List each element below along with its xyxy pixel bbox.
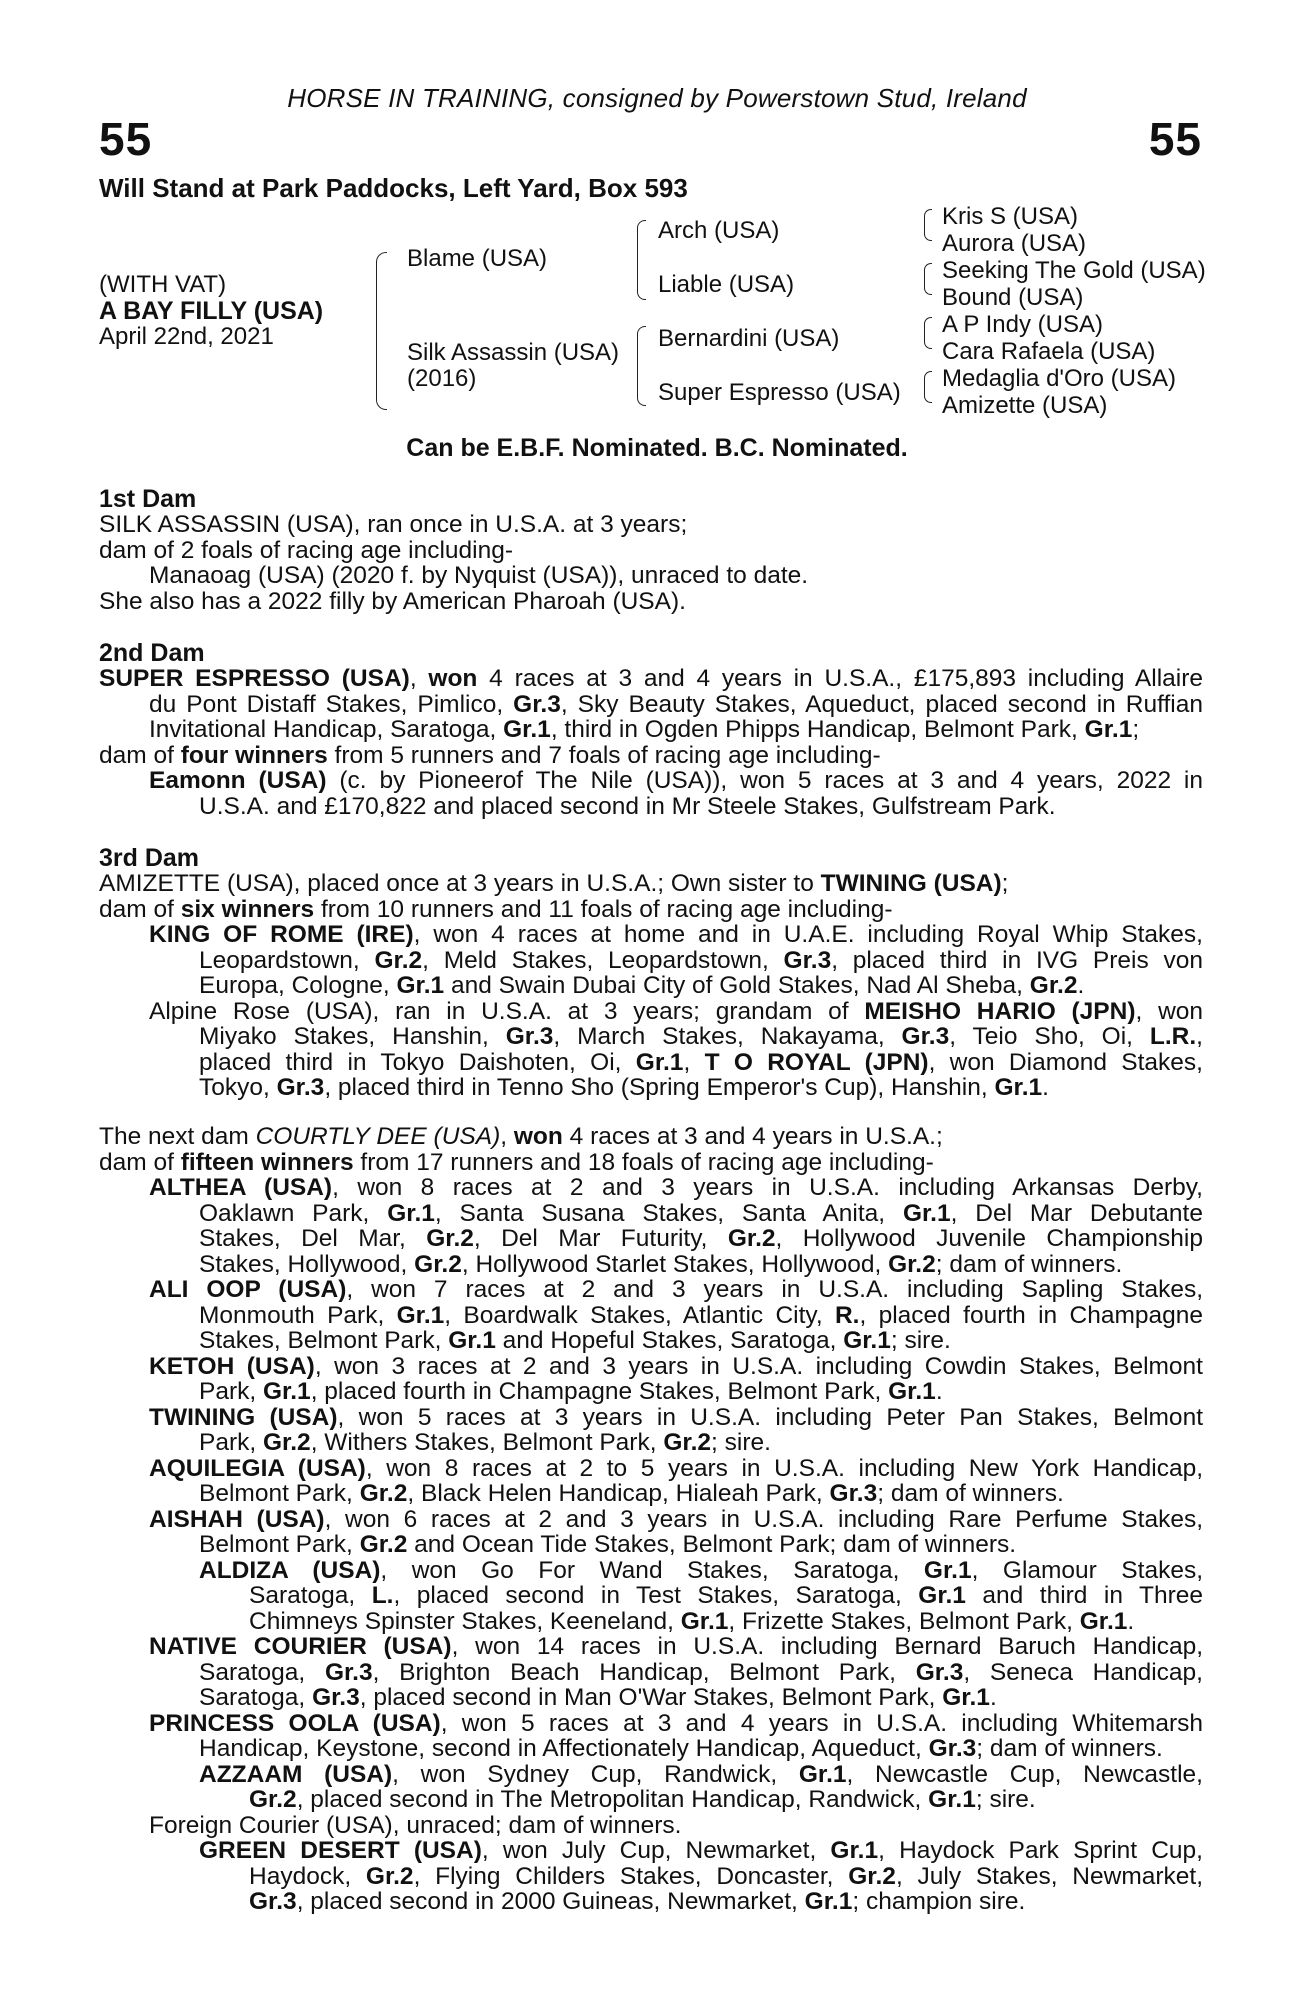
text: Belmont Park,	[199, 1481, 360, 1507]
text: , won 14 races in U.S.A. including Bernard Baruch Handicap,	[451, 1634, 1203, 1660]
foaling-date: April 22nd, 2021	[99, 323, 274, 350]
progeny-entry	[99, 1507, 1203, 1533]
sire-sire: Arch (USA)	[658, 217, 780, 244]
grade: Gr.1	[387, 1200, 435, 1226]
text: .	[1127, 1608, 1135, 1634]
next-dam-line	[99, 1150, 1203, 1176]
text: Invitational Handicap, Saratoga,	[149, 717, 504, 743]
horse-name: ALI OOP (USA)	[149, 1277, 347, 1303]
third-dam-progeny	[99, 1075, 1203, 1101]
progeny-entry	[99, 1379, 1203, 1405]
ancestor-2: Aurora (USA)	[942, 230, 1087, 257]
grade: Gr.1	[263, 1379, 311, 1405]
sire: Blame (USA)	[407, 245, 548, 272]
grade: Gr.1	[680, 1608, 729, 1634]
ancestor-7: Medaglia d'Oro (USA)	[942, 365, 1176, 392]
text: Leopardstown,	[199, 947, 375, 973]
first-dam-line: dam of 2 foals of racing age including-	[99, 537, 514, 563]
text: , won Go For Wand Stakes, Saratoga,	[380, 1557, 924, 1583]
grade: Gr.2	[249, 1787, 297, 1813]
text: , Frizette Stakes, Belmont Park,	[728, 1608, 1080, 1634]
text: , Seneca Handicap,	[963, 1659, 1203, 1685]
text: , placed fourth in Champagne	[859, 1302, 1203, 1328]
text: ,	[1196, 1024, 1203, 1050]
grade: Gr.1	[503, 717, 551, 743]
grade: Gr.1	[1084, 717, 1133, 743]
next-dam-line	[99, 1124, 1203, 1150]
horse-name: GREEN DESERT (USA)	[199, 1838, 482, 1864]
progeny-entry	[99, 1175, 1203, 1201]
sire-dam: Liable (USA)	[658, 271, 795, 298]
text: from 17 runners and 18 foals of racing age including-	[353, 1149, 934, 1175]
text: , Del Mar Futurity,	[473, 1226, 728, 1252]
text: fifteen winners	[180, 1149, 354, 1175]
text: 4 races at 3 and 4 years in U.S.A., £175,893 including Allaire	[477, 666, 1203, 692]
text: won	[428, 666, 478, 692]
text: Saratoga,	[249, 1583, 372, 1609]
grade: Gr.2	[888, 1251, 936, 1277]
third-dam-progeny	[99, 999, 1203, 1025]
text: ; sire.	[975, 1787, 1036, 1813]
ancestor-1: Kris S (USA)	[942, 203, 1079, 230]
grade: Gr.1	[923, 1557, 972, 1583]
text: (c. by Pioneerof The Nile (USA)), won 5 races at 3 and 4 years, 2022 in	[326, 768, 1203, 794]
text: Alpine Rose (USA), ran in U.S.A. at 3 years; grandam of	[149, 998, 865, 1024]
grade: Gr.1	[448, 1328, 496, 1354]
text: , Del Mar Debutante	[950, 1200, 1203, 1226]
text: Saratoga,	[199, 1685, 313, 1711]
text: , placed second in 2000 Guineas, Newmarket,	[296, 1889, 805, 1915]
progeny-entry	[99, 1762, 1203, 1788]
text: , Black Helen Handicap, Hialeah Park,	[407, 1481, 830, 1507]
grade: R.	[834, 1302, 860, 1328]
progeny-entry	[99, 1685, 1203, 1711]
first-dam-line: SILK ASSASSIN (USA), ran once in U.S.A. at 3 years;	[99, 512, 688, 538]
third-dam-progeny	[99, 973, 1203, 999]
text: , won 4 races at home and in U.A.E. including Royal Whip Stakes,	[413, 922, 1203, 948]
progeny-entry	[99, 1532, 1203, 1558]
text: Belmont Park,	[199, 1532, 360, 1558]
lot-number-left: 55	[99, 113, 153, 165]
second-dam-line	[99, 717, 1203, 743]
second-dam-section	[99, 640, 1203, 819]
grade: Gr.2	[1029, 973, 1078, 999]
second-dam-line	[99, 692, 1203, 718]
horse-name: TWINING (USA)	[149, 1404, 338, 1430]
grade: Gr.3	[915, 1659, 964, 1685]
text: , won July Cup, Newmarket,	[481, 1838, 831, 1864]
text: .	[989, 1685, 997, 1711]
first-dam-line: She also has a 2022 filly by American Pharoah (USA).	[99, 588, 686, 614]
grade: Gr.1	[635, 1049, 684, 1075]
progeny-entry	[99, 1430, 1203, 1456]
ancestor-3: Seeking The Gold (USA)	[942, 257, 1206, 284]
text: Chimneys Spinster Stakes, Keeneland,	[249, 1608, 681, 1634]
grade: Gr.3	[829, 1481, 878, 1507]
text: dam of	[99, 742, 181, 768]
text: Haydock,	[249, 1863, 366, 1889]
nomination-note: Can be E.B.F. Nominated. B.C. Nominated.	[406, 434, 908, 462]
brace-g3	[924, 317, 932, 349]
text: , Haydock Park Sprint Cup,	[878, 1838, 1203, 1864]
grade: Gr.1	[396, 1302, 445, 1328]
first-dam-section	[99, 486, 1203, 614]
grade: Gr.3	[249, 1889, 297, 1915]
text: , placed second in Man O'War Stakes, Belmont Park,	[359, 1685, 943, 1711]
grade: L.R.	[1149, 1024, 1197, 1050]
grade: Gr.3	[324, 1659, 373, 1685]
progeny-entry	[99, 1609, 1203, 1635]
horse-name: SUPER ESPRESSO (USA)	[99, 666, 410, 692]
progeny-entry	[99, 1558, 1203, 1584]
horse-name: NATIVE COURIER (USA)	[149, 1634, 452, 1660]
text: , Santa Susana Stakes, Santa Anita,	[434, 1200, 903, 1226]
horse-name: PRINCESS OOLA (USA)	[149, 1710, 441, 1736]
text: Stakes, Hollywood,	[199, 1251, 415, 1277]
horse-name: KING OF ROME (IRE)	[149, 922, 414, 948]
progeny-entry	[99, 1405, 1203, 1431]
grade: Gr.2	[365, 1863, 414, 1889]
progeny-entry	[99, 1889, 1203, 1915]
horse-name: TWINING (USA)	[820, 871, 1002, 897]
text: AMIZETTE (USA), placed once at 3 years in U.S.A.; Own sister to	[99, 871, 821, 897]
grade: Gr.3	[783, 947, 832, 973]
text: , placed second in The Metropolitan Handicap, Randwick,	[296, 1787, 929, 1813]
text: , Glamour Stakes,	[971, 1557, 1203, 1583]
second-dam-progeny: U.S.A. and £170,822 and placed second in Mr Steele Stakes, Gulfstream Park.	[199, 793, 1056, 819]
text: and Swain Dubai City of Gold Stakes, Nad Al Sheba,	[444, 973, 1030, 999]
grade: Gr.1	[902, 1200, 951, 1226]
second-dam-line	[99, 743, 1203, 769]
progeny-entry	[99, 1736, 1203, 1762]
grade: Gr.2	[359, 1481, 408, 1507]
text: , July Stakes, Newmarket,	[895, 1863, 1203, 1889]
progeny-entry	[99, 1456, 1203, 1482]
text: , Withers Stakes, Belmont Park,	[310, 1430, 664, 1456]
horse-name: T O ROYAL (JPN)	[704, 1049, 929, 1075]
grade: Gr.3	[928, 1736, 977, 1762]
brace-g2	[924, 263, 932, 295]
lot-number-right: 55	[1148, 113, 1202, 165]
text: , won 6 races at 2 and 3 years in U.S.A. including Rare Perfume Stakes,	[324, 1506, 1203, 1532]
horse-name: AQUILEGIA (USA)	[149, 1455, 366, 1481]
third-dam-section	[99, 845, 1203, 1101]
third-dam-progeny	[99, 1024, 1203, 1050]
text: , won	[1135, 998, 1203, 1024]
text: Park,	[199, 1430, 263, 1456]
horse-name: COURTLY DEE (USA)	[255, 1124, 501, 1150]
text: ; sire.	[711, 1430, 771, 1456]
progeny-entry	[99, 1354, 1203, 1380]
grade: Gr.3	[901, 1024, 950, 1050]
horse-name: A BAY FILLY (USA)	[99, 297, 324, 325]
grade: Gr.1	[888, 1379, 936, 1405]
dam-sire: Bernardini (USA)	[658, 325, 840, 352]
brace-g4	[924, 371, 932, 403]
text: Europa, Cologne,	[199, 973, 397, 999]
horse-name: AZZAAM (USA)	[199, 1761, 393, 1787]
text: , Meld Stakes, Leopardstown,	[422, 947, 784, 973]
grade: Gr.1	[843, 1328, 891, 1354]
dam-year: (2016)	[407, 365, 477, 392]
horse-name: KETOH (USA)	[149, 1353, 315, 1379]
text: , Sky Beauty Stakes, Aqueduct, placed second in Ruffian	[560, 691, 1203, 717]
ancestor-5: A P Indy (USA)	[942, 311, 1103, 338]
text: , won 8 races at 2 to 5 years in U.S.A. including New York Handicap,	[365, 1455, 1203, 1481]
text: dam of	[99, 1149, 181, 1175]
text: , won Sydney Cup, Randwick,	[392, 1761, 799, 1787]
text: Stakes, Belmont Park,	[199, 1328, 449, 1354]
text: ;	[1132, 717, 1140, 743]
grade: Gr.3	[312, 1685, 360, 1711]
horse-name: ALTHEA (USA)	[149, 1175, 333, 1201]
grade: Gr.3	[513, 691, 561, 717]
grade: Gr.1	[1079, 1608, 1128, 1634]
progeny-entry: Foreign Courier (USA), unraced; dam of winners.	[149, 1812, 682, 1838]
progeny-entry	[99, 1481, 1203, 1507]
brace-horse	[376, 252, 387, 410]
text: The next dam	[99, 1124, 256, 1150]
third-dam-progeny	[99, 1050, 1203, 1076]
text: placed third in Tokyo Daishoten, Oi,	[199, 1049, 636, 1075]
third-dam-heading: 3rd Dam	[99, 844, 200, 872]
ancestor-6: Cara Rafaela (USA)	[942, 338, 1156, 365]
text: and Ocean Tide Stakes, Belmont Park; dam of winners.	[407, 1532, 1017, 1558]
brace-g1	[924, 209, 932, 241]
text: , Flying Childers Stakes, Doncaster,	[413, 1863, 849, 1889]
horse-name: AISHAH (USA)	[149, 1506, 325, 1532]
text: Park,	[199, 1379, 263, 1405]
text: dam of	[99, 896, 181, 922]
text: , March Stakes, Nakayama,	[553, 1024, 902, 1050]
horse-name: Eamonn (USA)	[149, 768, 327, 794]
second-dam-line	[99, 666, 1203, 692]
progeny-entry	[99, 1583, 1203, 1609]
progeny-entry	[99, 1838, 1203, 1864]
catalogue-header: HORSE IN TRAINING, consigned by Powerstown Stud, Ireland	[287, 83, 1027, 113]
grade: Gr.3	[276, 1075, 325, 1101]
text: .	[1077, 973, 1085, 999]
second-dam-heading: 2nd Dam	[99, 639, 205, 667]
grade: Gr.2	[727, 1226, 776, 1252]
grade: Gr.2	[359, 1532, 408, 1558]
text: , Hollywood Starlet Stakes, Hollywood,	[461, 1251, 889, 1277]
progeny-entry	[99, 1201, 1203, 1227]
text: , won 8 races at 2 and 3 years in U.S.A. including Arkansas Derby,	[332, 1175, 1203, 1201]
text: ,	[500, 1124, 514, 1150]
progeny-entry	[99, 1277, 1203, 1303]
grade: Gr.2	[848, 1863, 896, 1889]
grade: Gr.2	[414, 1251, 462, 1277]
vat-note: (WITH VAT)	[99, 271, 227, 298]
grade: Gr.3	[505, 1024, 554, 1050]
first-dam-heading: 1st Dam	[99, 485, 197, 513]
text: , Teio Sho, Oi,	[949, 1024, 1150, 1050]
text: ,	[683, 1049, 705, 1075]
text: and third in Three	[965, 1583, 1203, 1609]
text: , won 3 races at 2 and 3 years in U.S.A. including Cowdin Stakes, Belmont	[314, 1353, 1203, 1379]
text: ; champion sire.	[852, 1889, 1026, 1915]
grade: Gr.1	[994, 1075, 1043, 1101]
text: from 10 runners and 11 foals of racing age including-	[314, 896, 893, 922]
text: , placed second in Test Stakes, Saratoga,	[393, 1583, 919, 1609]
text: , Newcastle Cup, Newcastle,	[846, 1761, 1203, 1787]
text: won	[513, 1124, 563, 1150]
grade: Gr.1	[804, 1889, 853, 1915]
grade: Gr.1	[798, 1761, 847, 1787]
grade: Gr.2	[426, 1226, 474, 1252]
text: Handicap, Keystone, second in Affectionately Handicap, Aqueduct,	[199, 1736, 929, 1762]
text: and Hopeful Stakes, Saratoga,	[495, 1328, 844, 1354]
progeny-entry	[99, 1660, 1203, 1686]
dam: Silk Assassin (USA)	[407, 339, 620, 366]
text: .	[1042, 1075, 1049, 1101]
text: du Pont Distaff Stakes, Pimlico,	[149, 691, 514, 717]
text: four winners	[180, 742, 328, 768]
text: , placed third in Tenno Sho (Spring Emperor's Cup), Hanshin,	[324, 1075, 995, 1101]
text: Monmouth Park,	[199, 1302, 397, 1328]
third-dam-line	[99, 871, 1203, 897]
grade: Gr.2	[263, 1430, 311, 1456]
progeny-entry	[99, 1711, 1203, 1737]
grade: Gr.2	[374, 947, 423, 973]
grade: Gr.1	[396, 973, 445, 999]
grade: Gr.1	[918, 1583, 966, 1609]
brace-dam	[637, 326, 646, 406]
text: Tokyo,	[199, 1075, 277, 1101]
grade: Gr.2	[663, 1430, 712, 1456]
progeny-entry	[99, 1787, 1203, 1813]
horse-name: MEISHO HARIO (JPN)	[864, 998, 1136, 1024]
grade: Gr.1	[830, 1838, 879, 1864]
text: ;	[1001, 871, 1009, 897]
text: , won 5 races at 3 years in U.S.A. including Peter Pan Stakes, Belmont	[337, 1404, 1203, 1430]
next-dam-section	[99, 1124, 1203, 1915]
text: , placed fourth in Champagne Stakes, Belmont Park,	[310, 1379, 889, 1405]
first-dam-progeny: Manaoag (USA) (2020 f. by Nyquist (USA)), unraced to date.	[149, 563, 809, 589]
text: ; sire.	[890, 1328, 951, 1354]
progeny-entry	[99, 1252, 1203, 1278]
text: Stakes, Del Mar,	[199, 1226, 427, 1252]
progeny-entry	[99, 1226, 1203, 1252]
progeny-entry	[99, 1864, 1203, 1890]
text: .	[935, 1379, 943, 1405]
text: , won 5 races at 3 and 4 years in U.S.A. including Whitemarsh	[440, 1710, 1203, 1736]
text: , third in Ogden Phipps Handicap, Belmont Park,	[550, 717, 1085, 743]
text: ; dam of winners.	[935, 1251, 1123, 1277]
dam-dam: Super Espresso (USA)	[658, 379, 901, 406]
text: 4 races at 3 and 4 years in U.S.A.;	[562, 1124, 943, 1150]
ancestor-8: Amizette (USA)	[942, 392, 1108, 419]
text: , placed third in IVG Preis von	[831, 947, 1203, 973]
grade: L.	[371, 1583, 394, 1609]
progeny-entry	[99, 1303, 1203, 1329]
brace-sire	[637, 220, 646, 300]
third-dam-progeny	[99, 922, 1203, 948]
stand-location: Will Stand at Park Paddocks, Left Yard, Box 593	[99, 173, 688, 203]
text: from 5 runners and 7 foals of racing age including-	[327, 742, 881, 768]
text: Saratoga,	[199, 1659, 325, 1685]
third-dam-line	[99, 897, 1203, 923]
text: , won 7 races at 2 and 3 years in U.S.A. including Sapling Stakes,	[346, 1277, 1203, 1303]
text: Oaklawn Park,	[199, 1200, 388, 1226]
progeny-entry	[99, 1634, 1203, 1660]
progeny-entry	[99, 1328, 1203, 1354]
text: ; dam of winners.	[976, 1736, 1163, 1762]
text: , Hollywood Juvenile Championship	[775, 1226, 1203, 1252]
text: six winners	[180, 896, 315, 922]
text: , won Diamond Stakes,	[928, 1049, 1203, 1075]
text: , Boardwalk Stakes, Atlantic City,	[444, 1302, 835, 1328]
horse-name: ALDIZA (USA)	[199, 1557, 381, 1583]
text: , Brighton Beach Handicap, Belmont Park,	[372, 1659, 916, 1685]
text: ,	[409, 666, 429, 692]
second-dam-progeny	[99, 768, 1203, 794]
text: ; dam of winners.	[877, 1481, 1064, 1507]
grade: Gr.1	[942, 1685, 990, 1711]
ancestor-4: Bound (USA)	[942, 284, 1084, 311]
text: Miyako Stakes, Hanshin,	[199, 1024, 506, 1050]
grade: Gr.1	[928, 1787, 976, 1813]
third-dam-progeny	[99, 948, 1203, 974]
